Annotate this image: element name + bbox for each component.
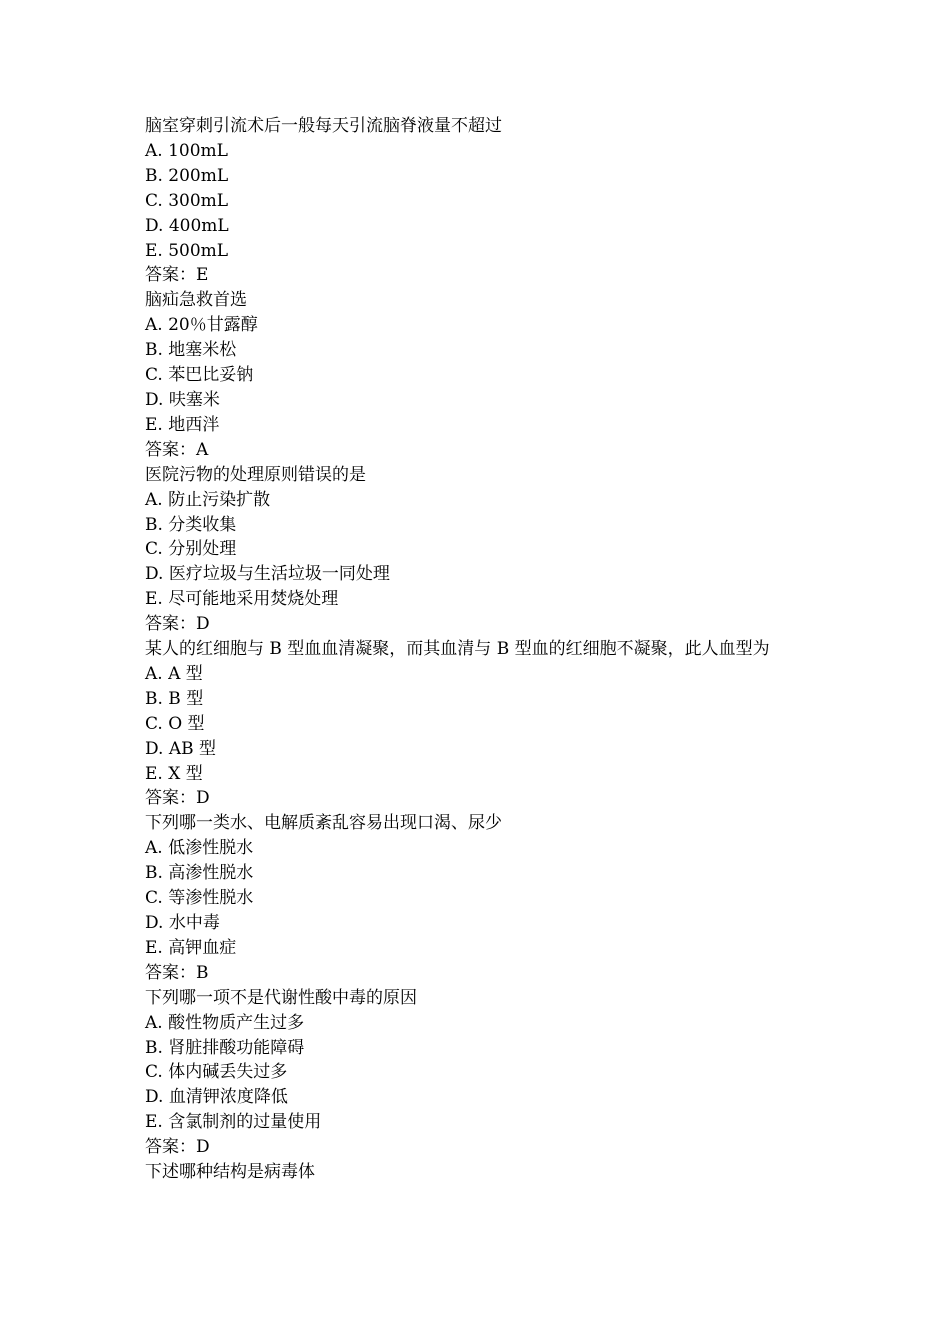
option-e: E. 500mL [145, 240, 229, 261]
question-stem: 医院污物的处理原则错误的是 [145, 464, 366, 485]
option-c: C. 分别处理 [145, 539, 237, 560]
answer-line: 答案：E [145, 265, 209, 286]
option-c: C. 苯巴比妥钠 [145, 365, 254, 386]
option-b: B. 分类收集 [145, 514, 237, 535]
option-d: D. AB 型 [145, 738, 217, 759]
question-2 [145, 288, 815, 462]
option-e: E. 高钾血症 [145, 937, 237, 958]
option-d: D. 血清钾浓度降低 [145, 1087, 288, 1108]
question-6 [145, 986, 815, 1160]
answer-line: 答案：D [145, 788, 210, 809]
question-4 [145, 637, 815, 811]
answer-line: 答案：B [145, 962, 209, 983]
question-stem: 脑疝急救首选 [145, 290, 247, 311]
question-stem: 下列哪一项不是代谢性酸中毒的原因 [145, 987, 417, 1008]
question-7 [145, 1160, 815, 1185]
option-a: A. A 型 [145, 663, 203, 684]
answer-line: 答案：A [145, 439, 209, 460]
option-a: A. 低渗性脱水 [145, 838, 254, 859]
question-stem: 下列哪一类水、电解质紊乱容易出现口渴、尿少 [145, 813, 502, 834]
question-stem: 某人的红细胞与 B 型血血清凝聚，而其血清与 B 型血的红细胞不凝聚，此人血型为 [145, 639, 770, 660]
question-5 [145, 811, 815, 985]
option-b: B. 200mL [145, 165, 229, 186]
option-b: B. 高渗性脱水 [145, 863, 254, 884]
option-b: B. 地塞米松 [145, 340, 237, 361]
answer-line: 答案：D [145, 1137, 210, 1158]
option-a: A. 100mL [145, 140, 228, 161]
question-3 [145, 463, 815, 637]
option-a: A. 20％甘露醇 [145, 315, 258, 336]
option-e: E. X 型 [145, 763, 203, 784]
option-c: C. 300mL [145, 190, 229, 211]
question-1 [145, 114, 815, 288]
option-d: D. 医疗垃圾与生活垃圾一同处理 [145, 564, 390, 585]
option-a: A. 防止污染扩散 [145, 489, 271, 510]
option-d: D. 呋塞米 [145, 389, 220, 410]
option-d: D. 400mL [145, 215, 229, 236]
question-stem: 下述哪种结构是病毒体 [145, 1162, 315, 1183]
option-a: A. 酸性物质产生过多 [145, 1012, 305, 1033]
question-list [145, 114, 815, 1185]
option-c: C. 体内碱丢失过多 [145, 1062, 288, 1083]
question-stem: 脑室穿刺引流术后一般每天引流脑脊液量不超过 [145, 116, 502, 136]
option-d: D. 水中毒 [145, 913, 220, 933]
option-e: E. 含氯制剂的过量使用 [145, 1112, 322, 1133]
answer-line: 答案：D [145, 614, 210, 635]
option-c: C. O 型 [145, 713, 205, 734]
option-e: E. 尽可能地采用焚烧处理 [145, 589, 339, 610]
option-e: E. 地西泮 [145, 414, 220, 435]
option-b: B. 肾脏排酸功能障碍 [145, 1037, 305, 1058]
option-b: B. B 型 [145, 688, 204, 709]
option-c: C. 等渗性脱水 [145, 888, 254, 909]
